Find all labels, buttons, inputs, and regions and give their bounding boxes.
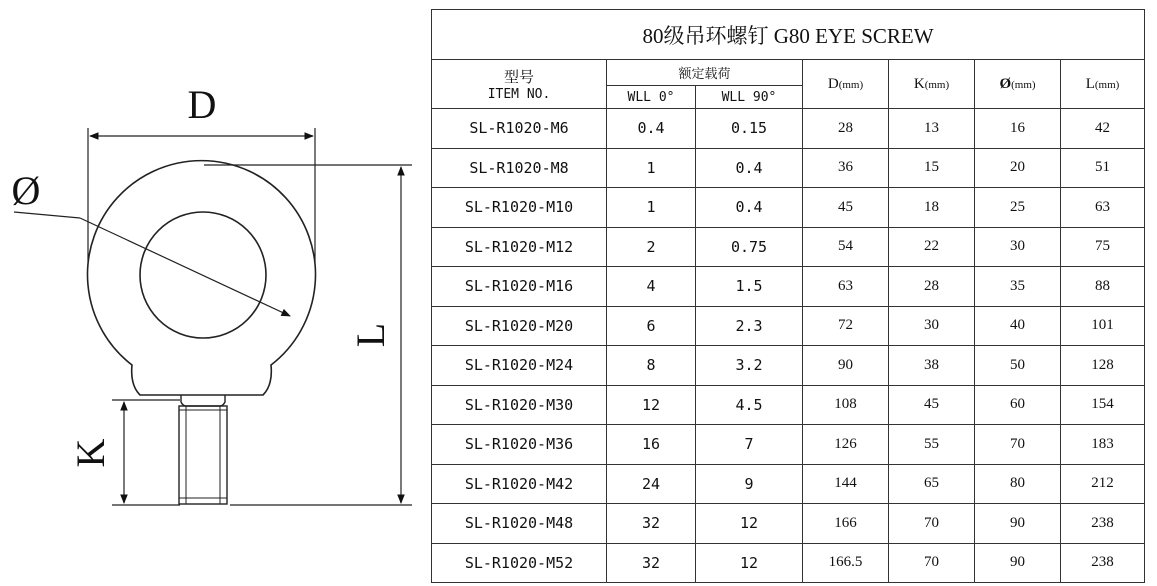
table-row bbox=[432, 227, 1145, 267]
wll-0-header: WLL 0° bbox=[607, 86, 696, 109]
phi-cell: 60 bbox=[975, 385, 1061, 425]
l-header-label: L bbox=[1085, 75, 1095, 92]
k-header-unit: (mm) bbox=[924, 78, 950, 91]
phi-cell: 50 bbox=[975, 346, 1061, 386]
k-cell: 13 bbox=[889, 109, 975, 149]
table-row bbox=[432, 109, 1145, 149]
table-row bbox=[432, 504, 1145, 544]
item-header-en: ITEM NO. bbox=[487, 87, 551, 102]
phi-cell: 35 bbox=[975, 267, 1061, 307]
table-row bbox=[432, 306, 1145, 346]
item-cell: SL-R1020-M36 bbox=[432, 425, 607, 465]
phi-leader bbox=[14, 212, 290, 316]
wll-0-cell: 12 bbox=[607, 385, 696, 425]
wll-90-cell: 12 bbox=[696, 504, 803, 544]
spec-table bbox=[431, 9, 1145, 583]
d-header-label: D bbox=[827, 75, 839, 92]
phi-cell: 80 bbox=[975, 464, 1061, 504]
table-row bbox=[432, 385, 1145, 425]
d-label: D bbox=[187, 82, 217, 127]
item-cell: SL-R1020-M10 bbox=[432, 188, 607, 228]
item-cell: SL-R1020-M20 bbox=[432, 306, 607, 346]
k-cell: 65 bbox=[889, 464, 975, 504]
l-label: L bbox=[348, 322, 393, 348]
item-cell: SL-R1020-M52 bbox=[432, 543, 607, 583]
item-cell: SL-R1020-M24 bbox=[432, 346, 607, 386]
l-cell: 154 bbox=[1061, 385, 1145, 425]
phi-cell: 70 bbox=[975, 425, 1061, 465]
wll-90-cell: 3.2 bbox=[696, 346, 803, 386]
wll-90-cell: 1.5 bbox=[696, 267, 803, 307]
k-cell: 38 bbox=[889, 346, 975, 386]
wll-90-cell: 0.4 bbox=[696, 148, 803, 188]
phi-cell: 90 bbox=[975, 504, 1061, 544]
wll-0-cell: 2 bbox=[607, 227, 696, 267]
item-cell: SL-R1020-M6 bbox=[432, 109, 607, 149]
d-cell: 126 bbox=[803, 425, 889, 465]
item-header-cn: 型号 bbox=[503, 70, 534, 86]
k-cell: 45 bbox=[889, 385, 975, 425]
wll-90-cell: 7 bbox=[696, 425, 803, 465]
item-cell: SL-R1020-M12 bbox=[432, 227, 607, 267]
l-cell: 128 bbox=[1061, 346, 1145, 386]
table-title-row bbox=[432, 10, 1145, 60]
d-cell: 28 bbox=[803, 109, 889, 149]
wll-0-cell: 32 bbox=[607, 504, 696, 544]
l-cell: 212 bbox=[1061, 464, 1145, 504]
phi-header-unit: (mm) bbox=[1011, 78, 1036, 91]
wll-0-cell: 1 bbox=[607, 188, 696, 228]
k-cell: 70 bbox=[889, 543, 975, 583]
item-cell: SL-R1020-M16 bbox=[432, 267, 607, 307]
l-cell: 238 bbox=[1061, 504, 1145, 544]
table-row bbox=[432, 464, 1145, 504]
wll-0-cell: 6 bbox=[607, 306, 696, 346]
wll-90-cell: 12 bbox=[696, 543, 803, 583]
eye-ring-outline bbox=[88, 161, 316, 395]
d-header-unit: (mm) bbox=[838, 78, 864, 91]
wll-90-cell: 4.5 bbox=[696, 385, 803, 425]
table-row bbox=[432, 267, 1145, 307]
item-cell: SL-R1020-M30 bbox=[432, 385, 607, 425]
l-cell: 51 bbox=[1061, 148, 1145, 188]
l-cell: 63 bbox=[1061, 188, 1145, 228]
l-cell: 238 bbox=[1061, 543, 1145, 583]
item-header bbox=[432, 60, 607, 109]
k-dimension bbox=[112, 400, 180, 505]
item-cell: SL-R1020-M48 bbox=[432, 504, 607, 544]
table-row bbox=[432, 543, 1145, 583]
d-cell: 36 bbox=[803, 148, 889, 188]
k-cell: 28 bbox=[889, 267, 975, 307]
item-cell: SL-R1020-M8 bbox=[432, 148, 607, 188]
d-cell: 72 bbox=[803, 306, 889, 346]
wll-0-cell: 8 bbox=[607, 346, 696, 386]
l-header bbox=[1061, 60, 1145, 109]
phi-cell: 90 bbox=[975, 543, 1061, 583]
k-cell: 70 bbox=[889, 504, 975, 544]
l-header-unit: (mm) bbox=[1094, 78, 1120, 91]
l-cell: 75 bbox=[1061, 227, 1145, 267]
l-cell: 42 bbox=[1061, 109, 1145, 149]
phi-cell: 30 bbox=[975, 227, 1061, 267]
table-title: 80级吊环螺钉 G80 EYE SCREW bbox=[432, 10, 1145, 60]
k-cell: 15 bbox=[889, 148, 975, 188]
k-header bbox=[889, 60, 975, 109]
phi-cell: 40 bbox=[975, 306, 1061, 346]
table-row bbox=[432, 188, 1145, 228]
k-header-label: K bbox=[913, 75, 925, 92]
l-cell: 101 bbox=[1061, 306, 1145, 346]
d-cell: 54 bbox=[803, 227, 889, 267]
k-cell: 30 bbox=[889, 306, 975, 346]
phi-cell: 16 bbox=[975, 109, 1061, 149]
d-cell: 144 bbox=[803, 464, 889, 504]
wll-90-cell: 9 bbox=[696, 464, 803, 504]
eye-screw-drawing bbox=[0, 0, 430, 586]
wll-90-cell: 0.75 bbox=[696, 227, 803, 267]
wll-0-cell: 1 bbox=[607, 148, 696, 188]
header-row bbox=[432, 60, 1145, 86]
load-header: 额定载荷 bbox=[607, 60, 803, 86]
k-cell: 22 bbox=[889, 227, 975, 267]
d-cell: 45 bbox=[803, 188, 889, 228]
wll-0-cell: 16 bbox=[607, 425, 696, 465]
d-cell: 108 bbox=[803, 385, 889, 425]
wll-0-cell: 4 bbox=[607, 267, 696, 307]
d-header bbox=[803, 60, 889, 109]
k-cell: 18 bbox=[889, 188, 975, 228]
threaded-shank bbox=[179, 406, 227, 504]
table-row bbox=[432, 425, 1145, 465]
phi-cell: 20 bbox=[975, 148, 1061, 188]
l-cell: 183 bbox=[1061, 425, 1145, 465]
wll-0-cell: 24 bbox=[607, 464, 696, 504]
table-row bbox=[432, 148, 1145, 188]
k-cell: 55 bbox=[889, 425, 975, 465]
wll-0-cell: 0.4 bbox=[607, 109, 696, 149]
item-cell: SL-R1020-M42 bbox=[432, 464, 607, 504]
d-cell: 90 bbox=[803, 346, 889, 386]
d-cell: 166.5 bbox=[803, 543, 889, 583]
phi-label: Ø bbox=[11, 168, 41, 213]
wll-90-cell: 2.3 bbox=[696, 306, 803, 346]
phi-header bbox=[975, 60, 1061, 109]
d-cell: 63 bbox=[803, 267, 889, 307]
l-cell: 88 bbox=[1061, 267, 1145, 307]
wll-90-cell: 0.15 bbox=[696, 109, 803, 149]
d-dimension bbox=[88, 128, 315, 262]
k-label: K bbox=[68, 438, 113, 468]
wll-0-cell: 32 bbox=[607, 543, 696, 583]
phi-header-label: Ø bbox=[999, 75, 1012, 92]
d-cell: 166 bbox=[803, 504, 889, 544]
wll-90-cell: 0.4 bbox=[696, 188, 803, 228]
wll-90-header: WLL 90° bbox=[696, 86, 803, 109]
phi-cell: 25 bbox=[975, 188, 1061, 228]
collar bbox=[181, 395, 225, 406]
table-row bbox=[432, 346, 1145, 386]
